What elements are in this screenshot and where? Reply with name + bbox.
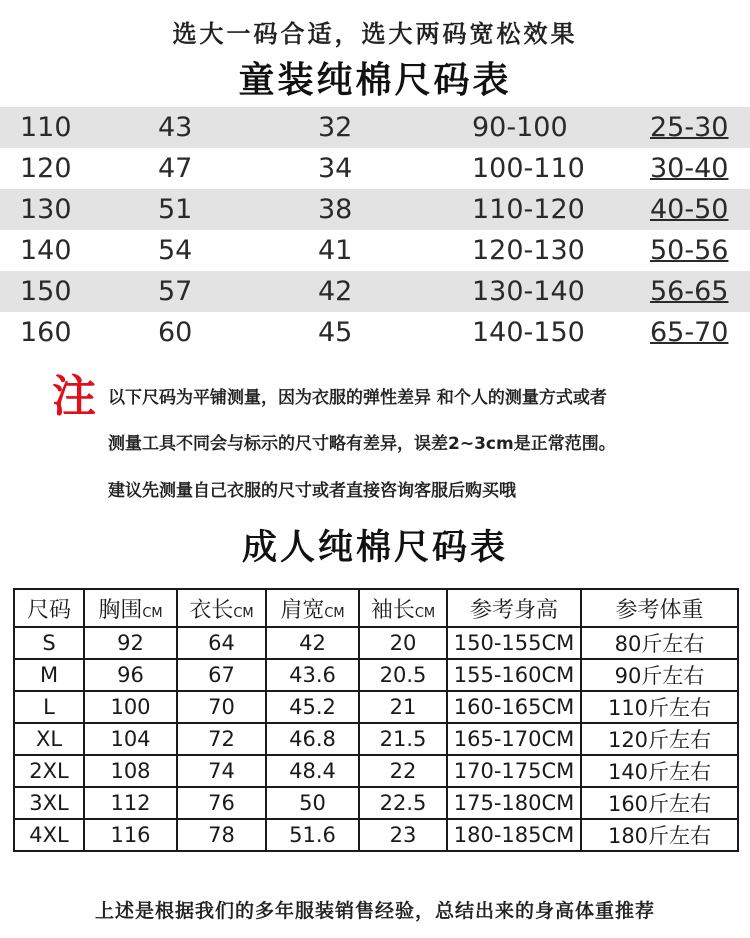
kids-cell: 120 [20,153,72,184]
kids-cell: 130 [20,194,72,225]
table-cell: 112 [84,787,177,819]
kids-cell: 160 [20,317,72,348]
table-cell: 165-170CM [447,723,581,755]
table-cell: 110斤左右 [581,691,738,723]
table-cell: 175-180CM [447,787,581,819]
table-cell: 2XL [14,755,84,787]
table-cell: L [14,691,84,723]
table-cell: 21 [359,691,447,723]
table-cell: 92 [84,627,177,659]
top-note: 选大一码合适，选大两码宽松效果 [172,20,578,48]
note-mark: 注 [52,371,96,422]
table-cell: 96 [84,659,177,691]
table-cell: 50 [266,787,359,819]
kids-row [0,271,750,312]
table-cell: 76 [177,787,266,819]
note-line-3: 建议先测量自己衣服的尺寸或者直接咨询客服后购买哦 [108,481,516,501]
adult-size-table [13,588,739,852]
kids-row [0,189,750,230]
table-cell: 140斤左右 [581,755,738,787]
table-cell: 72 [177,723,266,755]
kids-cell: 140 [20,235,72,266]
table-row [14,819,738,851]
table-cell: 108 [84,755,177,787]
note-line-1: 以下尺码为平铺测量，因为衣服的弹性差异 和个人的测量方式或者 [108,388,607,408]
kids-row [0,312,750,353]
table-cell: 21.5 [359,723,447,755]
table-cell: 120斤左右 [581,723,738,755]
kids-cell: 150 [20,276,72,307]
kids-cell: 50-56 [650,235,729,266]
header-shoulder: 肩宽CM [266,589,359,627]
table-header-row [14,589,738,627]
table-cell: 20 [359,627,447,659]
table-row [14,691,738,723]
footer-note: 上述是根据我们的多年服装销售经验，总结出来的身高体重推荐 [94,900,655,922]
table-cell: 23 [359,819,447,851]
table-cell: 160斤左右 [581,787,738,819]
table-cell: 74 [177,755,266,787]
table-cell: 45.2 [266,691,359,723]
kids-row [0,107,750,148]
table-cell: 100 [84,691,177,723]
header-chest: 胸围CM [84,589,177,627]
kids-cell: 34 [318,153,353,184]
table-cell: 51.6 [266,819,359,851]
table-cell: 67 [177,659,266,691]
table-cell: 116 [84,819,177,851]
table-cell: S [14,627,84,659]
kids-cell: 45 [318,317,353,348]
table-cell: 42 [266,627,359,659]
kids-cell: 51 [158,194,193,225]
kids-cell: 56-65 [650,276,729,307]
table-row [14,755,738,787]
kids-cell: 38 [318,194,353,225]
kids-row [0,148,750,189]
kids-cell: 60 [158,317,193,348]
kids-cell: 130-140 [472,276,585,307]
table-cell: 170-175CM [447,755,581,787]
table-cell: 150-155CM [447,627,581,659]
kids-cell: 100-110 [472,153,585,184]
table-cell: 78 [177,819,266,851]
kids-cell: 32 [318,112,353,143]
kids-row [0,230,750,271]
table-cell: 22 [359,755,447,787]
kids-cell: 65-70 [650,317,729,348]
header-weight: 参考体重 [581,589,738,627]
kids-cell: 110-120 [472,194,585,225]
table-cell: 155-160CM [447,659,581,691]
table-cell: 4XL [14,819,84,851]
adult-size-chart-title: 成人纯棉尺码表 [241,528,508,568]
table-row [14,659,738,691]
table-cell: 180斤左右 [581,819,738,851]
table-row [14,787,738,819]
table-cell: 160-165CM [447,691,581,723]
table-cell: 70 [177,691,266,723]
kids-cell: 120-130 [472,235,585,266]
table-row [14,627,738,659]
table-cell: 80斤左右 [581,627,738,659]
kids-cell: 25-30 [650,112,729,143]
header-sleeve: 袖长CM [359,589,447,627]
table-cell: 43.6 [266,659,359,691]
kids-cell: 54 [158,235,193,266]
table-cell: 64 [177,627,266,659]
table-row [14,723,738,755]
kids-cell: 30-40 [650,153,729,184]
kids-cell: 43 [158,112,193,143]
table-cell: 90斤左右 [581,659,738,691]
kids-cell: 47 [158,153,193,184]
table-cell: 104 [84,723,177,755]
kids-cell: 41 [318,235,353,266]
kids-cell: 140-150 [472,317,585,348]
table-cell: 3XL [14,787,84,819]
kids-cell: 110 [20,112,72,143]
table-cell: M [14,659,84,691]
table-cell: 46.8 [266,723,359,755]
table-cell: 48.4 [266,755,359,787]
table-cell: 22.5 [359,787,447,819]
note-line-2: 测量工具不同会与标示的尺寸略有差异，误差2~3cm是正常范围。 [108,434,616,454]
table-cell: 180-185CM [447,819,581,851]
kids-size-table [0,107,750,353]
kids-cell: 42 [318,276,353,307]
header-height: 参考身高 [447,589,581,627]
kids-size-chart-title: 童装纯棉尺码表 [238,60,512,101]
kids-cell: 57 [158,276,193,307]
kids-cell: 90-100 [472,112,568,143]
header-size: 尺码 [14,589,84,627]
header-length: 衣长CM [177,589,266,627]
kids-cell: 40-50 [650,194,729,225]
table-cell: XL [14,723,84,755]
table-cell: 20.5 [359,659,447,691]
